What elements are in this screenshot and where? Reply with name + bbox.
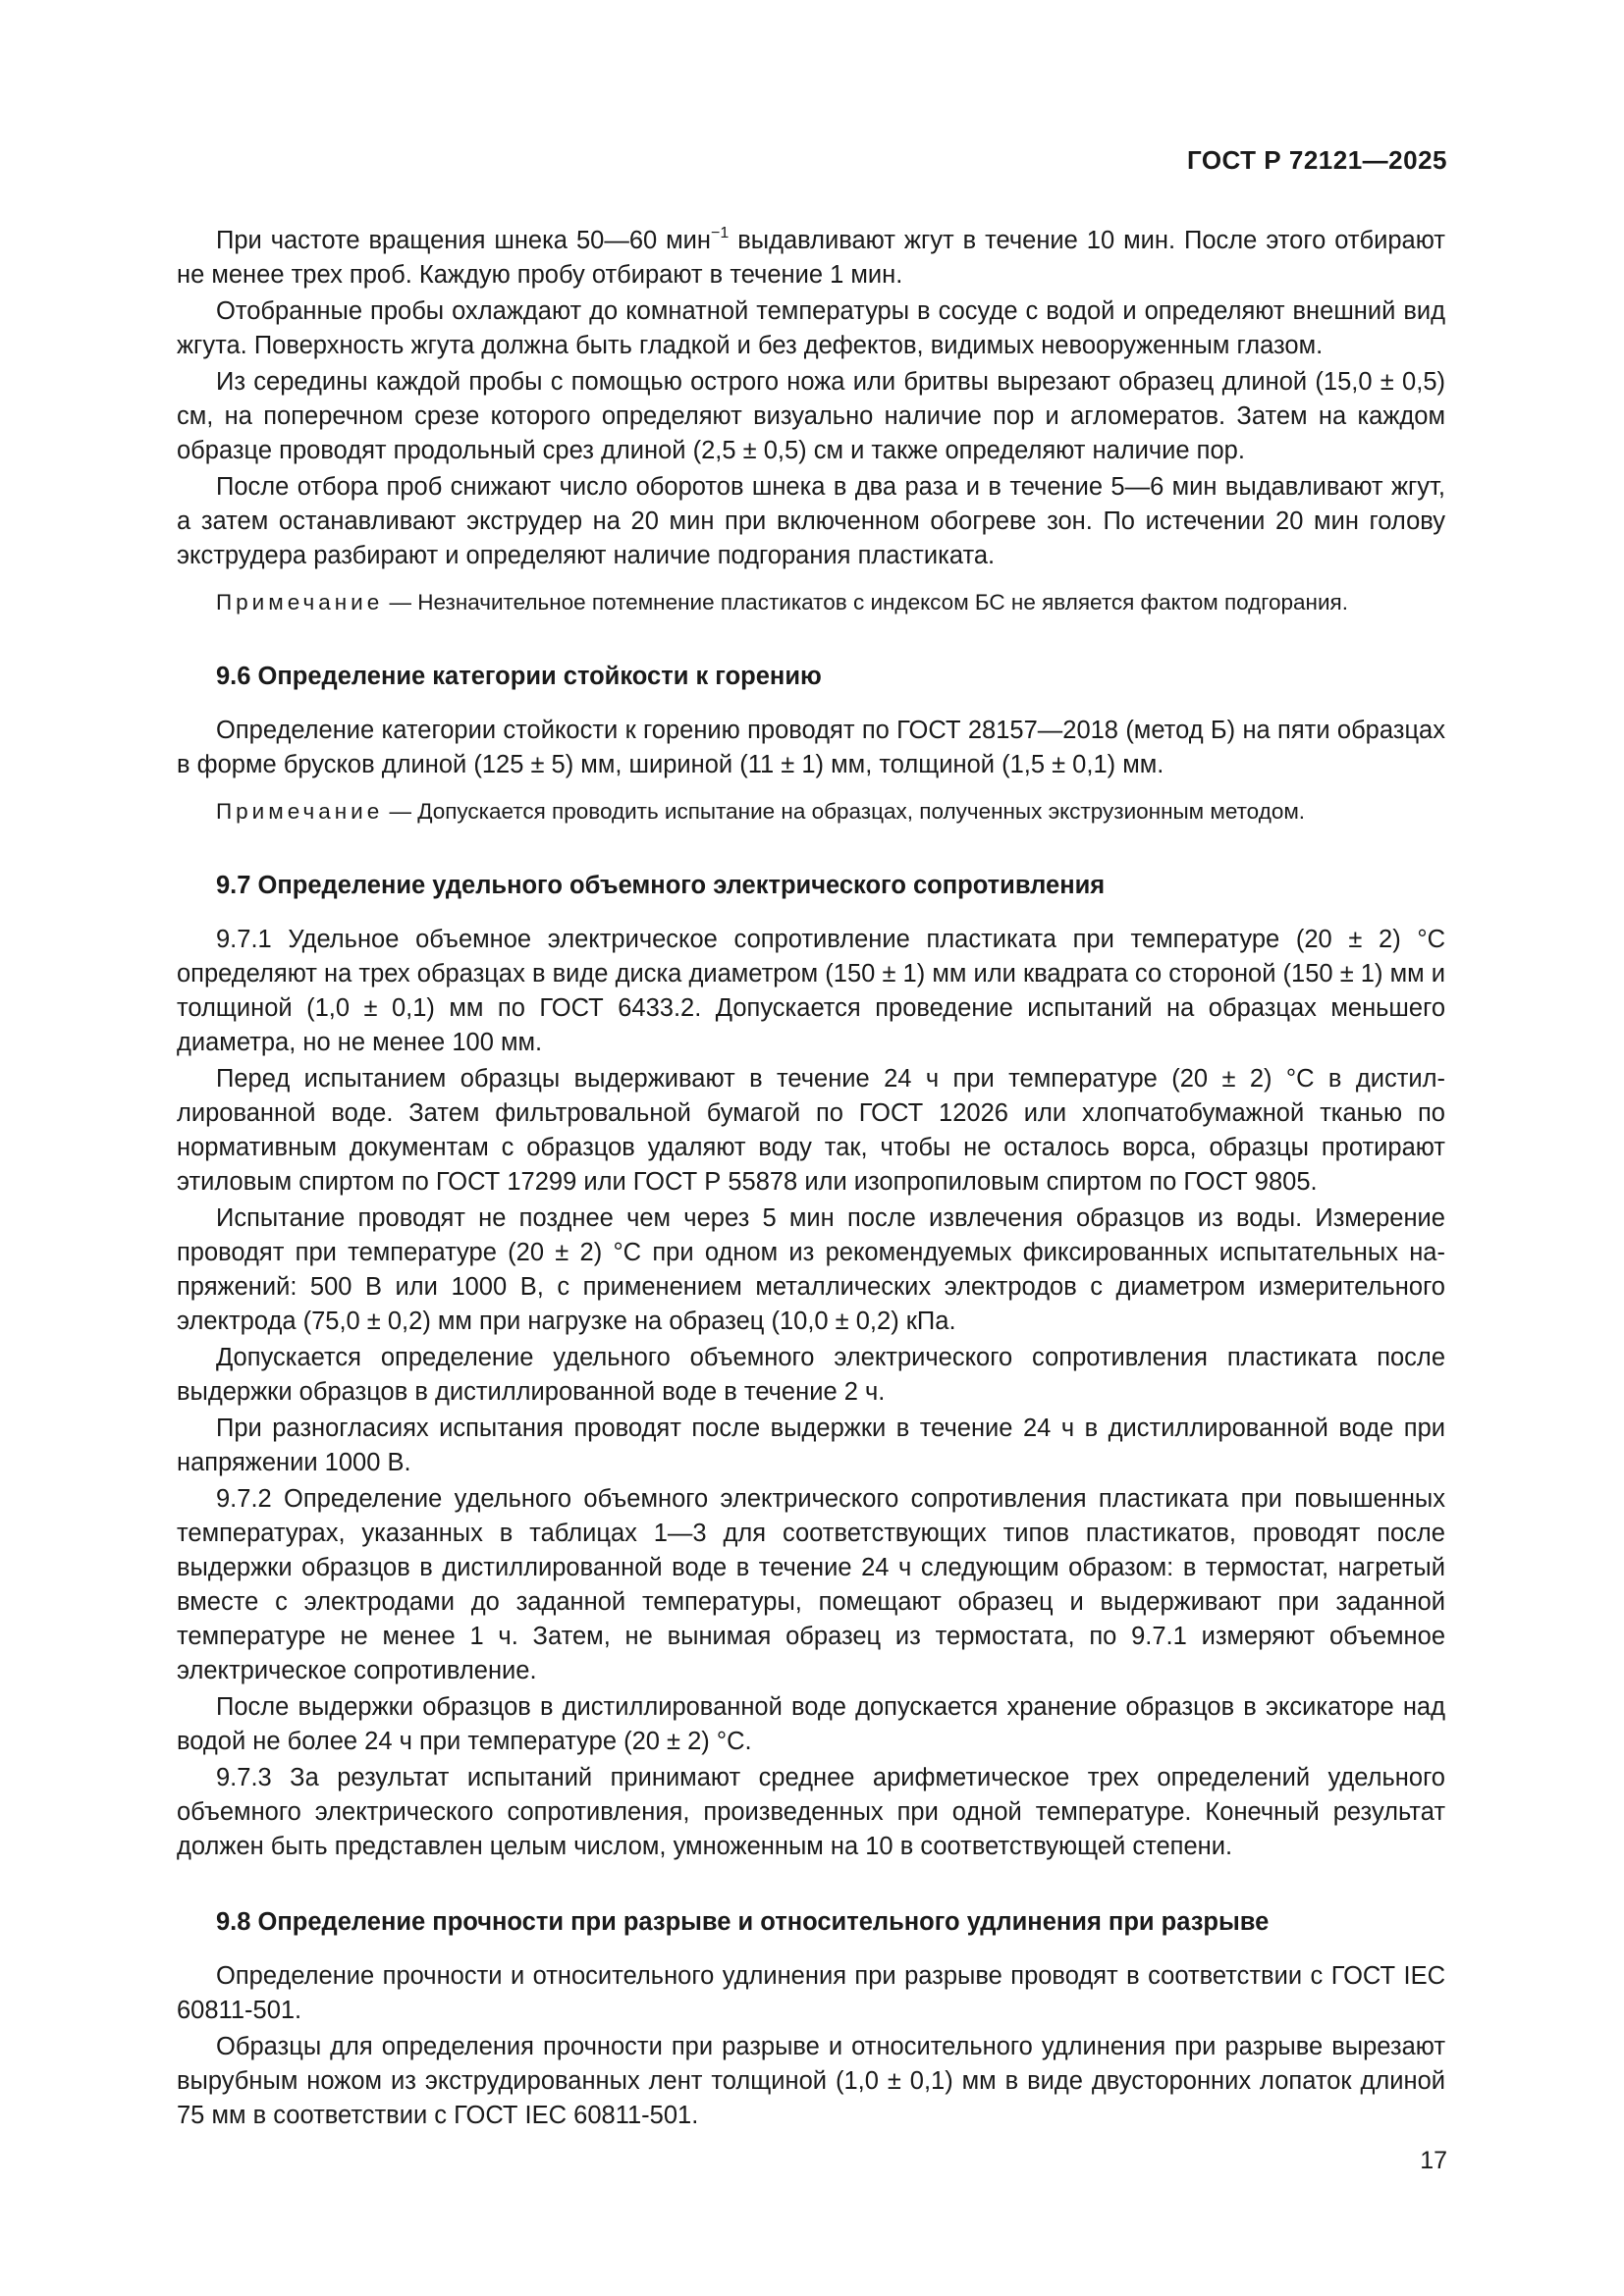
paragraph-9-7-2: 9.7.2 Определение удельного объемного электрического сопротивления пластиката при повышенных температурах, указанных в таблицах 1—3 для соответствующих типов пластикатов, проводят после выдержки образцов в дистиллированной воде в течение 24 ч следующим образом: в термостат, нагретый вместе с электродами до заданной температуры, помещают образец и выдерживают при заданной температуре не менее 1 ч. Затем, не вынимая образец из термостата, по 9.7.1 измеряют объемное электрическое сопротивление. — [177, 1485, 1445, 1684]
note-extrusion — [177, 796, 1445, 828]
paragraph-measurement: Испытание проводят не позднее чем через 5 мин после извлечения образцов из воды. Измерение проводят при температуре (20 ± 2) °С при одном из рекомендуемых фиксированных испытательных напряжений: 500 В или 1000 В, с применением металлических электродов с диаметром измерительного электрода (75,0 ± 0,2) мм при нагрузке на образец (10,0 ± 0,2) кПа. — [177, 1204, 1445, 1335]
paragraph-storage: После выдержки образцов в дистиллированной воде допускается хранение образцов в эксикаторе над водой не более 24 ч при температуре (20 ± 2) °С. — [177, 1693, 1445, 1755]
paragraph-disputes: При разногласиях испытания проводят после выдержки в течение 24 ч в дистиллированной воде при напряжении 1000 В. — [177, 1415, 1445, 1476]
paragraph-scorch: После отбора проб снижают число оборотов шнека в два раза и в течение 5—6 мин выдавливают жгут, а затем останавливают экструдер на 20 мин при включенном обогреве зон. По истечении 20 мин голову экструдера разбирают и определяют наличие подгорания пластиката. — [177, 473, 1445, 569]
note-text: — Допускается проводить испытание на образцах, полученных экструзионным методом. — [383, 799, 1306, 824]
document-header-id: ГОСТ Р 72121—2025 — [1186, 145, 1447, 175]
section-heading-9-8: 9.8 Определение прочности при разрыве и относительного удлинения при разрыве — [216, 1908, 1270, 1936]
paragraph-extrusion-speed — [177, 224, 1445, 293]
page-number: 17 — [1420, 2147, 1447, 2174]
paragraph-tensile-specimens: Образцы для определения прочности при разрыве и относительного удлинения при разрыве вырезают вырубным ножом из экструдированных лент толщиной (1,0 ± 0,1) мм в виде двусторонних лопаток длиной 75 мм в соответствии с ГОСТ IEC 60811-501. — [177, 2033, 1445, 2129]
paragraph-alt-conditioning: Допускается определение удельного объемного электрического сопротивления пластиката после выдержки образцов в дистиллированной воде в течение 2 ч. — [177, 1344, 1445, 1406]
section-heading-9-7: 9.7 Определение удельного объемного электрического сопротивления — [216, 872, 1106, 899]
paragraph-flame-category: Определение категории стойкости к горению проводят по ГОСТ 28157—2018 (метод Б) на пяти образцах в форме брусков длиной (125 ± 5) мм, шириной (11 ± 1) мм, толщиной (1,5 ± 0,1) мм. — [177, 717, 1445, 778]
paragraph-cutting: Из середины каждой пробы с помощью острого ножа или бритвы вырезают образец длиной (15,0 ± 0,5) см, на поперечном срезе которого определяют визуально наличие пор и агломератов. Затем на каждом образце проводят продольный срез длиной (2,5 ± 0,5) см и также определяют наличие пор. — [177, 368, 1445, 464]
paragraph-9-7-1: 9.7.1 Удельное объемное электрическое сопротивление пластиката при температуре (20 ± 2) °С определяют на трех образцах в виде диска диаметром (150 ± 1) мм или квадрата со стороной (150 ± 1) мм и толщиной (1,0 ± 0,1) мм по ГОСТ 6433.2. Допускается проведение испытаний на образцах меньшего диаметра, но не менее 100 мм. — [177, 926, 1445, 1056]
superscript-exponent: −1 — [711, 224, 730, 241]
note-scorch — [177, 587, 1445, 618]
paragraph-text-end: выдавливают жгут в течение 10 мин. После этого отбирают не менее трех проб. Каждую пробу отбирают в течение 1 мин. — [177, 227, 1445, 289]
section-heading-9-6: 9.6 Определение категории стойкости к горению — [216, 663, 822, 690]
page-body — [177, 224, 1445, 2133]
note-text: — Незначительное потемнение пластикатов с индексом БС не является фактом подгорания. — [383, 590, 1348, 614]
paragraph-text-start: При частоте вращения шнека 50—60 мин — [216, 227, 711, 254]
paragraph-9-7-3: 9.7.3 За результат испытаний принимают среднее арифметическое трех определений удельного объемного электрического сопротивления, произведенных при одной температуре. Конечный результат должен быть представлен целым числом, умноженным на 10 в соответствующей степени. — [177, 1764, 1445, 1860]
note-label: Примечание — [216, 799, 384, 824]
note-label: Примечание — [216, 590, 384, 614]
paragraph-conditioning: Перед испытанием образцы выдерживают в течение 24 ч при температуре (20 ± 2) °С в дистиллированной воде. Затем фильтровальной бумагой по ГОСТ 12026 или хлопчатобумажной тканью по нормативным документам с образцов удаляют воду так, чтобы не осталось ворса, образцы протирают этиловым спиртом по ГОСТ 17299 или ГОСТ Р 55878 или изопропиловым спиртом по ГОСТ 9805. — [177, 1065, 1445, 1196]
paragraph-tensile-standard: Определение прочности и относительного удлинения при разрыве проводят в соответствии с ГОСТ IEC 60811-501. — [177, 1962, 1445, 2024]
paragraph-cooling: Отобранные пробы охлаждают до комнатной температуры в сосуде с водой и определяют внешний вид жгута. Поверхность жгута должна быть гладкой и без дефектов, видимых невооруженным глазом. — [177, 297, 1445, 359]
